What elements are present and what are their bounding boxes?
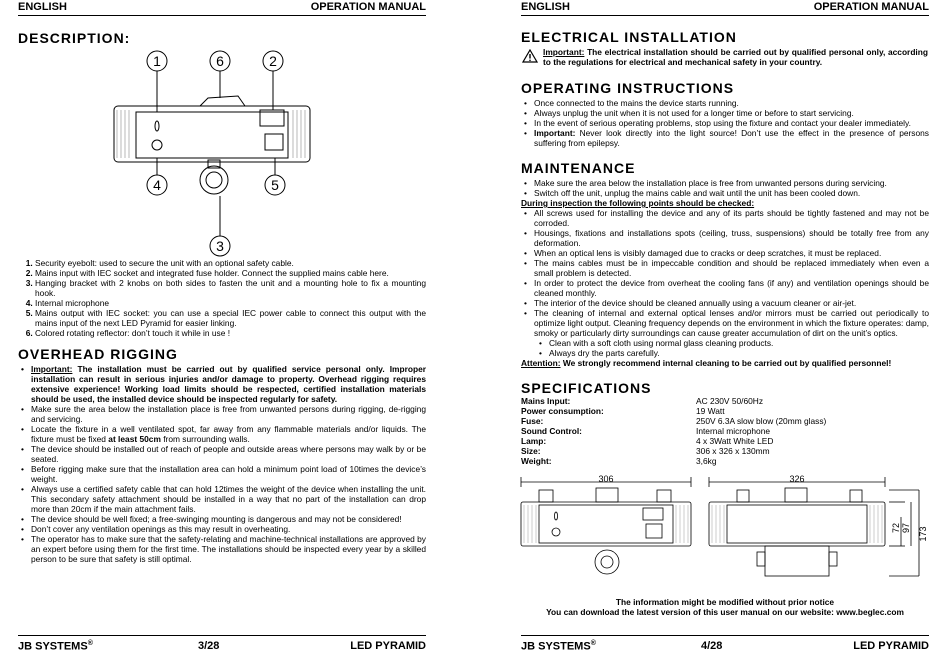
description-item: 1. Security eyebolt: used to secure the unit with an optional safety cable. bbox=[35, 258, 426, 268]
specifications-title: SPECIFICATIONS bbox=[521, 380, 652, 396]
maintenance-subitem: • Clean with a soft cloth using normal glass cleaning products. bbox=[549, 338, 929, 348]
description-item: 2. Mains input with IEC socket and integrated fuse holder. Connect the supplied mains cable here. bbox=[35, 268, 426, 278]
page-footer bbox=[521, 635, 929, 655]
operating-title: OPERATING INSTRUCTIONS bbox=[521, 80, 735, 96]
maintenance-list bbox=[521, 178, 929, 368]
rigging-item: • The device should be installed out of reach of people and outside areas where persons may walk by or be seated. bbox=[31, 444, 426, 464]
maintenance-item: • All screws used for installing the device and any of its parts should be tightly fastened and may not be corroded. bbox=[534, 208, 929, 228]
rigging-item: • Before rigging make sure that the installation area can hold a minimum point load of 10times the device’s weight. bbox=[31, 464, 426, 484]
operating-item: • Always unplug the unit when it is not used for a longer time or before to start servicing. bbox=[534, 108, 929, 118]
electrical-important: Important: The electrical installation should be carried out by qualified personal only, according to the regulations for electrical and mechanical safety in your country. bbox=[543, 47, 928, 67]
note-line-2: You can download the latest version of this user manual on our website: www.beglec.com bbox=[546, 607, 904, 617]
maintenance-item: • The mains cables must be in impeccable condition and should be replaced immediately when even a small problem is detected. bbox=[534, 258, 929, 278]
operating-list bbox=[521, 98, 929, 148]
maintenance-subitem: • Always dry the parts carefully. bbox=[549, 348, 929, 358]
rigging-item: • Make sure the area below the installation place is free from unwanted persons during rigging, de-rigging and servicing. bbox=[31, 404, 426, 424]
callout-6: 6 bbox=[216, 53, 224, 69]
warning-icon bbox=[522, 49, 538, 63]
dimension-drawing-side bbox=[705, 472, 933, 592]
page-header bbox=[521, 0, 929, 16]
page-header bbox=[18, 0, 426, 16]
dim-height-173: 173 bbox=[918, 526, 928, 542]
maintenance-item: • The interior of the device should be cleaned annually using a vacuum cleaner or air-jet. bbox=[534, 298, 929, 308]
footer-page: 3/28 bbox=[198, 640, 220, 652]
description-item: 3. Hanging bracket with 2 knobs on both sides to fasten the unit and a mounting hole to fix a mounting hook. bbox=[35, 278, 426, 298]
callout-3: 3 bbox=[216, 238, 224, 254]
callout-5: 5 bbox=[271, 177, 279, 193]
dim-height-72: 72 bbox=[891, 522, 901, 534]
maintenance-attention: Attention: We strongly recommend internal cleaning to be carried out by qualified personnel! bbox=[521, 358, 892, 368]
footer-page: 4/28 bbox=[701, 640, 723, 652]
footer-product: LED PYRAMID bbox=[853, 640, 929, 652]
spec-row: Fuse: 250V 6.3A slow blow (20mm glass) bbox=[521, 416, 827, 426]
left-page bbox=[0, 0, 475, 654]
dimension-drawing-front bbox=[519, 472, 699, 592]
spec-row: Mains Input: AC 230V 50/60Hz bbox=[521, 396, 764, 406]
description-item: 6. Colored rotating reflector: don’t touch it while in use ! bbox=[35, 328, 426, 338]
note-line-1: The information might be modified without prior notice bbox=[615, 597, 835, 607]
maintenance-item: • The cleaning of internal and external optical lenses and/or mirrors must be carried out periodically to optimize light output. Cleaning frequency depends on the environment in which the fixture operates: damp, smoky or particularly dirty surroundings can cause greater accumulation of dirt on the unit’s optics. bbox=[534, 308, 929, 338]
spec-row: Power consumption: 19 Watt bbox=[521, 406, 725, 416]
spec-row: Sound Control: Internal microphone bbox=[521, 426, 771, 436]
maintenance-item: • Housings, fixations and installations spots (ceiling, truss, suspensions) should be totally free from any deformation. bbox=[534, 228, 929, 248]
description-title: DESCRIPTION: bbox=[18, 30, 131, 46]
callout-2: 2 bbox=[269, 53, 277, 69]
dim-height-97: 97 bbox=[901, 522, 911, 534]
rigging-item: • The device should be well fixed; a free-swinging mounting is dangerous and may not be considered! bbox=[31, 514, 426, 524]
dim-front-width: 306 bbox=[598, 474, 614, 484]
rigging-important: • Important: The installation must be carried out by qualified service personal only. Improper installation can result in serious injuries and/or damage to property. Overhead rigging requires extensive experience! Working load limits should be respected, certified installation materials should be used, the installed device should be inspected regularly for safety. bbox=[31, 364, 426, 404]
maintenance-item: • In order to protect the device from overheat the cooling fans (if any) and ventilation openings should be cleaned monthly. bbox=[534, 278, 929, 298]
maintenance-item: • Switch off the unit, unplug the mains cable and wait until the unit has been cooled down. bbox=[534, 188, 929, 198]
spec-row: Size: 306 x 326 x 130mm bbox=[521, 446, 770, 456]
spec-row: Weight: 3,6kg bbox=[521, 456, 717, 466]
header-manual: OPERATION MANUAL bbox=[310, 1, 426, 13]
electrical-title: ELECTRICAL INSTALLATION bbox=[521, 29, 737, 45]
rigging-item: • Don’t cover any ventilation openings as this may result in overheating. bbox=[31, 524, 426, 534]
rigging-item: • Always use a certified safety cable that can hold 12times the weight of the device when installing the unit. This secondary safety attachment should be installed in a way that no part of the installation can drop more than 20cm if the main attachment fails. bbox=[31, 484, 426, 514]
rigging-list bbox=[18, 364, 426, 564]
device-rear-illustration bbox=[100, 48, 340, 260]
description-item: 5. Mains output with IEC socket: you can use a special IEC power cable to connect this output with the mains input of the next LED Pyramid for easier linking. bbox=[35, 308, 426, 328]
maintenance-item: • Make sure the area below the installation place is free from unwanted persons during servicing. bbox=[534, 178, 929, 188]
footer-note bbox=[521, 597, 929, 617]
rigging-title: OVERHEAD RIGGING bbox=[18, 346, 178, 362]
page-footer bbox=[18, 635, 426, 655]
rigging-item: • Locate the fixture in a well ventilated spot, far away from any flammable materials and/or liquids. The fixture must be fixed at least 50cm from surrounding walls. bbox=[31, 424, 426, 444]
header-language: ENGLISH bbox=[18, 1, 67, 13]
dim-side-width: 326 bbox=[789, 474, 805, 484]
header-language: ENGLISH bbox=[521, 1, 570, 13]
maintenance-item: • When an optical lens is visibly damaged due to cracks or deep scratches, it must be replaced. bbox=[534, 248, 929, 258]
header-manual: OPERATION MANUAL bbox=[813, 1, 929, 13]
footer-brand: JB SYSTEMS® bbox=[18, 640, 93, 653]
callout-1: 1 bbox=[153, 53, 161, 69]
footer-brand: JB SYSTEMS® bbox=[521, 640, 596, 653]
specifications-table bbox=[521, 396, 941, 466]
description-list bbox=[18, 258, 426, 338]
footer-product: LED PYRAMID bbox=[350, 640, 426, 652]
maintenance-title: MAINTENANCE bbox=[521, 160, 636, 176]
rigging-item: • The operator has to make sure that the safety-relating and machine-technical installations are approved by an expert before using them for the first time. The installations should be inspected every year by a skilled person to be sure that safety is still optimal. bbox=[31, 534, 426, 564]
operating-item: • In the event of serious operating problems, stop using the fixture and contact your dealer immediately. bbox=[534, 118, 929, 128]
callout-4: 4 bbox=[153, 177, 161, 193]
operating-important: • Important: Never look directly into the light source! Don’t use the effect in the presence of persons suffering from epilepsy. bbox=[534, 128, 929, 148]
spec-row: Lamp: 4 x 3Watt White LED bbox=[521, 436, 774, 446]
operating-item: • Once connected to the mains the device starts running. bbox=[534, 98, 929, 108]
inspection-heading: During inspection the following points should be checked: bbox=[521, 198, 755, 208]
description-item: 4. Internal microphone bbox=[35, 298, 426, 308]
